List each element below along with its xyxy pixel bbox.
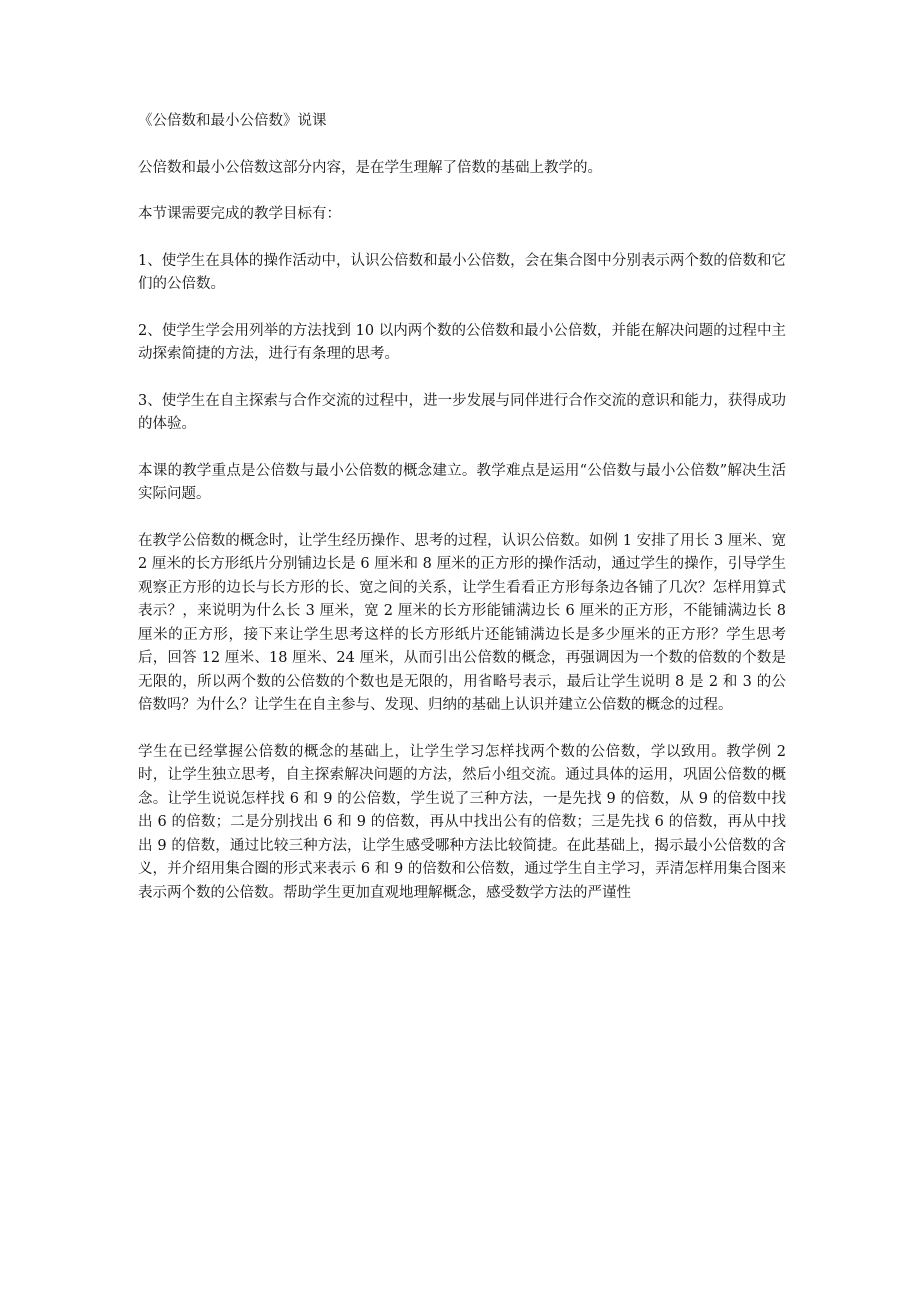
paragraph-goals-heading: 本节课需要完成的教学目标有： [138,206,341,222]
paragraph-intro: 公倍数和最小公倍数这部分内容，是在学生理解了倍数的基础上教学的。 [138,159,602,176]
paragraph-concept-teaching: 在教学公倍数的概念时，让学生经历操作、思考的过程，认识公倍数。如例 1 安排了用长 3 厘米、宽 2 厘米的长方形纸片分别铺边长是 6 厘米和 8 厘米的正方形的操作活动，通过学生的操作，引导学生观察正方形的边长与长方形的长、宽之间的关系，让学生看看正方形每条边各铺了几次？怎样用算式表示？，来说明为什么长 3 厘米，宽 2 厘米的长方形能铺满边长 6 厘米的正方形，不能铺满边长 8 厘米的正方形，接下来让学生思考这样的长方形纸片还能铺满边长是多少厘米的正方形？学生思考后，回答 12 厘米、18 厘米、24 厘米，从而引出公倍数的概念，再强调因为一个数的倍数的个数是无限的，所以两个数的公倍数的个数也是无限的，用省略号表示，最后让学生说明 8 是 2 和 3 的公倍数吗？为什么？让学生在自主参与、发现、归纳的基础上认识并建立公倍数的概念的过程。 [138,532,786,713]
paragraph-goal-2: 2、使学生学会用列举的方法找到 10 以内两个数的公倍数和最小公倍数，并能在解决问题的过程中主动探索简捷的方法，进行有条理的思考。 [138,322,786,362]
paragraph-goal-3: 3、使学生在自主探索与合作交流的过程中，进一步发展与同伴进行合作交流的意识和能力，获得成功的体验。 [138,392,786,432]
document-title: 《公倍数和最小公倍数》说课 [138,113,327,129]
paragraph-goal-1: 1、使学生在具体的操作活动中，认识公倍数和最小公倍数，会在集合图中分别表示两个数的倍数和它们的公倍数。 [138,252,786,292]
paragraph-finding-multiples: 学生在已经掌握公倍数的概念的基础上，让学生学习怎样找两个数的公倍数，学以致用。教学例 2 时，让学生独立思考，自主探索解决问题的方法，然后小组交流。通过具体的运用，巩固公倍数的概念。让学生说说怎样找 6 和 9 的公倍数，学生说了三种方法，一是先找 9 的倍数，从 9 的倍数中找出 6 的倍数；二是分别找出 6 和 9 的倍数，再从中找出公有的倍数；三是先找 6 的倍数，再从中找出 9 的倍数，通过比较三种方法，让学生感受哪种方法比较简捷。在此基础上，揭示最小公倍数的含义，并介绍用集合圈的形式来表示 6 和 9 的倍数和公倍数，通过学生自主学习，弄清怎样用集合图来表示两个数的公倍数。帮助学生更加直观地理解概念，感受数学方法的严谨性 [138,743,786,901]
document-page [138,110,786,928]
paragraph-key-points: 本课的教学重点是公倍数与最小公倍数的概念建立。教学难点是运用“公倍数与最小公倍数”解决生活实际问题。 [138,462,786,502]
